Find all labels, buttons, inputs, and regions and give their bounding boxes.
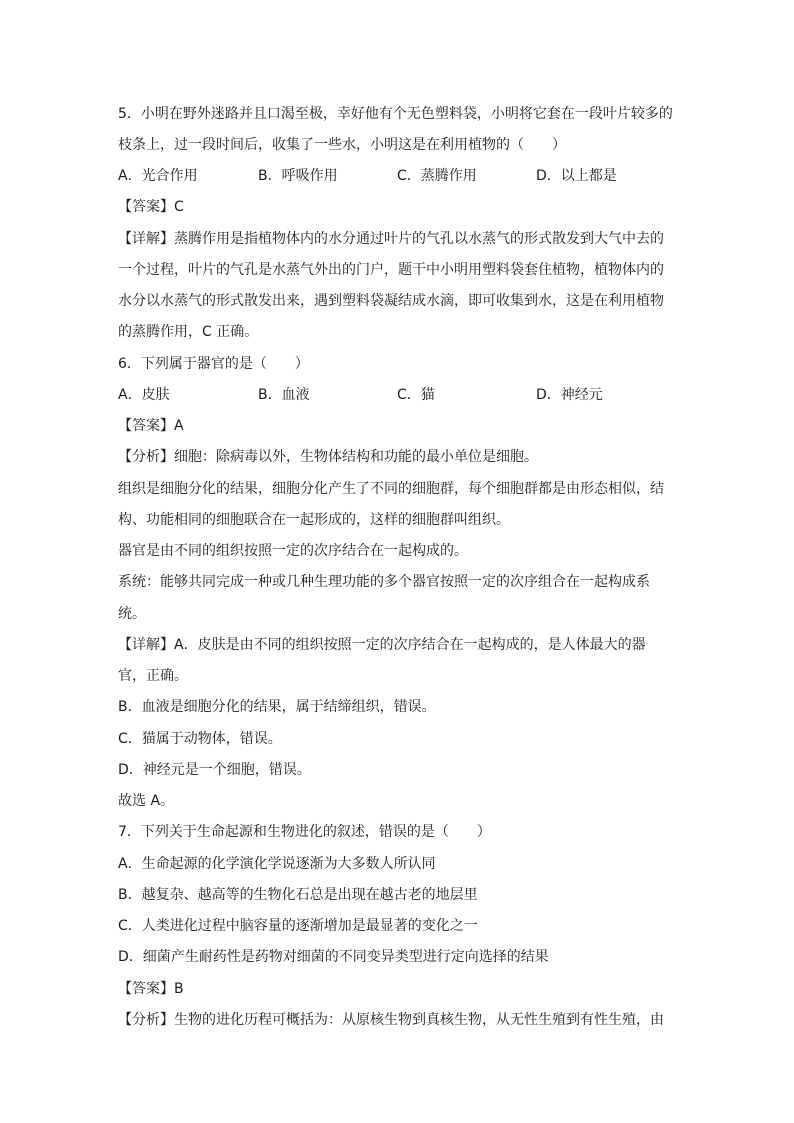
q6-conclusion: 故选 A。 xyxy=(118,793,175,809)
q5-stem-line-2: 枝条上，过一段时间后，收集了一些水，小明这是在利用植物的（ ） xyxy=(118,137,566,153)
q7-stem: 7．下列关于生命起源和生物进化的叙述，错误的是（ ） xyxy=(118,824,491,840)
q6-option-d: D．神经元 xyxy=(536,387,603,403)
q6-detail-line-4: C．猫属于动物体，错误。 xyxy=(118,731,282,747)
q5-detail-line-4: 的蒸腾作用，C 正确。 xyxy=(118,324,259,340)
q6-answer: 【答案】A xyxy=(118,418,184,434)
q6-option-a: A．皮肤 xyxy=(118,387,170,403)
q6-analysis-line-1: 【分析】细胞：除病毒以外，生物体结构和功能的最小单位是细胞。 xyxy=(118,449,538,465)
q5-option-b: B．呼吸作用 xyxy=(258,168,338,184)
q7-analysis-line-1: 【分析】生物的进化历程可概括为：从原核生物到真核生物，从无性生殖到有性生殖，由 xyxy=(118,1012,664,1028)
q6-option-b: B．血液 xyxy=(258,387,310,403)
q5-option-a: A．光合作用 xyxy=(118,168,198,184)
q5-detail-line-1: 【详解】蒸腾作用是指植物体内的水分通过叶片的气孔以水蒸气的形式散发到大气中去的 xyxy=(118,231,664,247)
q6-analysis-line-5: 系统：能够共同完成一种或几种生理功能的多个器官按照一定的次序组合在一起构成系 xyxy=(118,574,650,590)
q6-stem: 6．下列属于器官的是（ ） xyxy=(118,356,309,372)
q6-analysis-line-6: 统。 xyxy=(118,606,146,622)
q7-option-c: C．人类进化过程中脑容量的逐渐增加是最显著的变化之一 xyxy=(118,918,478,934)
q5-detail-line-3: 水分以水蒸气的形式散发出来，遇到塑料袋凝结成水滴，即可收集到水，这是在利用植物 xyxy=(118,293,664,309)
q6-detail-line-2: 官，正确。 xyxy=(118,668,188,684)
q5-detail-line-2: 一个过程，叶片的气孔是水蒸气外出的门户，题干中小明用塑料袋套住植物，植物体内的 xyxy=(118,262,664,278)
q5-option-d: D．以上都是 xyxy=(536,168,617,184)
q6-option-c: C．猫 xyxy=(397,387,435,403)
q6-detail-line-5: D．神经元是一个细胞，错误。 xyxy=(118,762,311,778)
q5-answer: 【答案】C xyxy=(118,199,184,215)
q6-analysis-line-2: 组织是细胞分化的结果，细胞分化产生了不同的细胞群，每个细胞群都是由形态相似，结 xyxy=(118,481,664,497)
q7-option-a: A．生命起源的化学演化学说逐渐为大多数人所认同 xyxy=(118,856,436,872)
q7-option-d: D．细菌产生耐药性是药物对细菌的不同变异类型进行定向选择的结果 xyxy=(118,949,549,965)
q6-detail-line-1: 【详解】A．皮肤是由不同的组织按照一定的次序结合在一起构成的，是人体最大的器 xyxy=(118,637,646,653)
q6-detail-line-3: B．血液是细胞分化的结果，属于结缔组织，错误。 xyxy=(118,699,436,715)
q7-answer: 【答案】B xyxy=(118,981,184,997)
q7-option-b: B．越复杂、越高等的生物化石总是出现在越古老的地层里 xyxy=(118,887,478,903)
q5-stem-line-1: 5．小明在野外迷路并且口渴至极，幸好他有个无色塑料袋，小明将它套在一段叶片较多的 xyxy=(118,106,673,122)
q5-option-c: C．蒸腾作用 xyxy=(397,168,477,184)
q6-analysis-line-3: 构、功能相同的细胞联合在一起形成的，这样的细胞群叫组织。 xyxy=(118,512,510,528)
q6-analysis-line-4: 器官是由不同的组织按照一定的次序结合在一起构成的。 xyxy=(118,543,468,559)
